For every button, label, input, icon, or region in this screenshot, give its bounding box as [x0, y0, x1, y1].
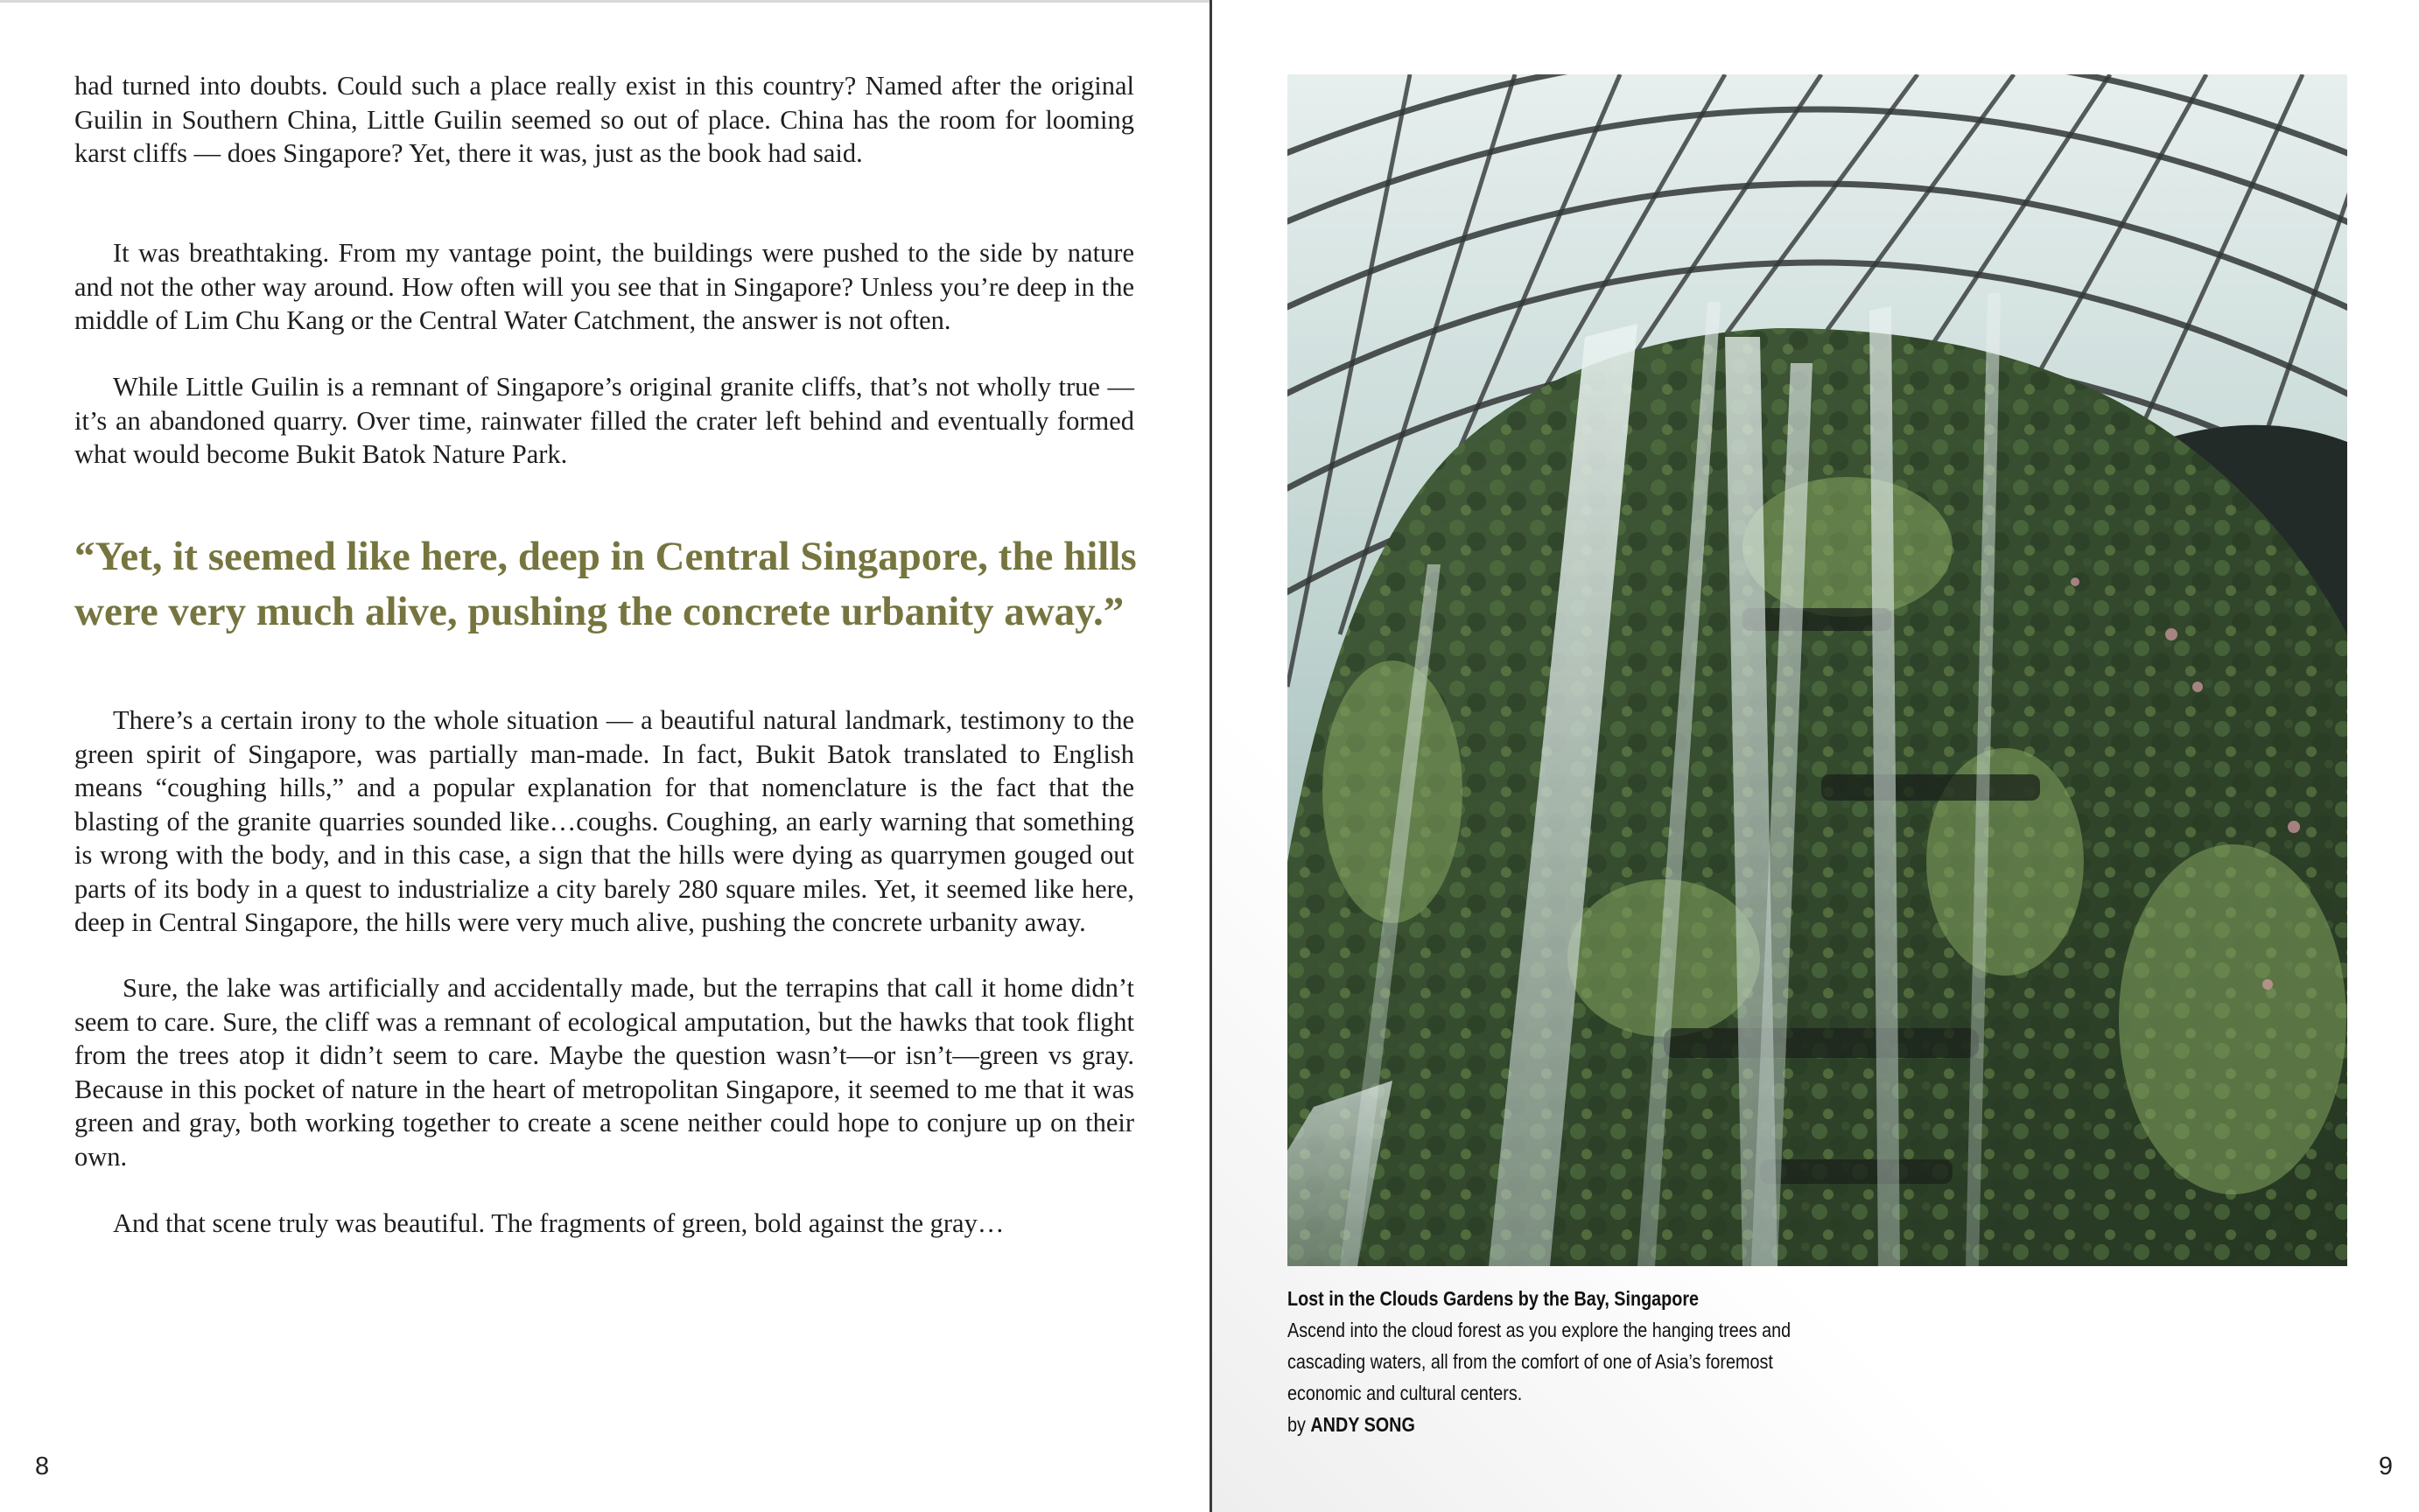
byline-prefix: by — [1287, 1413, 1306, 1436]
paragraph-6: And that scene truly was beautiful. The fragments of green, bold against the gray… — [113, 1208, 1005, 1238]
caption-byline — [1287, 1409, 1814, 1440]
paragraph-4: There’s a certain irony to the whole situation — a beautiful natural landmark, testimony to the green spirit of Singapore, was partially man-made. In fact, Bukit Batok translated to English means “coughing hills,” and a popular explanation for that nomenclature is the fact that the blasting of the granite quarries sounded like…coughs. Coughing, an early warning that something is wrong with the body, and in this case, a sign that the hills were dying as quarrymen gouged out parts of its body in a quest to industrialize a city barely 280 square miles. Yet, it seemed like here, deep in Central Singapore, the hills were very much alive, pushing the concrete urbanity away. — [74, 705, 1134, 937]
cloud-forest-photo — [1287, 74, 2347, 1266]
page-number-left: 8 — [35, 1452, 50, 1480]
paragraph-1: had turned into doubts. Could such a place really exist in this country? Named after the original Guilin in Southern China, Little Guilin seemed so out of place. China has the room for looming karst cliffs — does Singapore? Yet, there it was, just as the book had said. — [74, 71, 1134, 168]
paragraph-2: It was breathtaking. From my vantage point, the buildings were pushed to the side by nature and not the other way around. How often will you see that in Singapore? Unless you’re deep in the middle of Lim Chu Kang or the Central Water Catchment, the answer is not often. — [74, 238, 1134, 335]
caption-title: Lost in the Clouds Gardens by the Bay, Singapore — [1287, 1287, 1700, 1310]
author-name: ANDY SONG — [1310, 1413, 1415, 1436]
paragraph-3: While Little Guilin is a remnant of Singapore’s original granite cliffs, that’s not wholly true — it’s an abandoned quarry. Over time, rainwater filled the crater left behind and eventually formed what would become Bukit Batok Nature Park. — [74, 372, 1134, 469]
photo-caption — [1287, 1283, 1814, 1440]
caption-description: Ascend into the cloud forest as you explore the hanging trees and cascading waters, all from the comfort of one of Asia’s foremost economic and cultural centers. — [1287, 1319, 1791, 1404]
pull-quote: “Yet, it seemed like here, deep in Central Singapore, the hills were very much alive, pushing the concrete urbanity away.” — [74, 534, 1137, 634]
right-page — [1212, 0, 2419, 1512]
page-number-right: 9 — [2378, 1452, 2393, 1480]
paragraph-5: Sure, the lake was artificially and accidentally made, but the terrapins that call it home didn’t seem to care. Sure, the cliff was a remnant of ecological amputation, but the hawks that took flight from the trees atop it didn’t seem to care. Maybe the question wasn’t—or isn’t—green vs gray. Because in this pocket of nature in the heart of metropolitan Singapore, it seemed to me that it was green and gray, both working together to create a scene neither could hope to conjure up on their own. — [74, 973, 1134, 1172]
